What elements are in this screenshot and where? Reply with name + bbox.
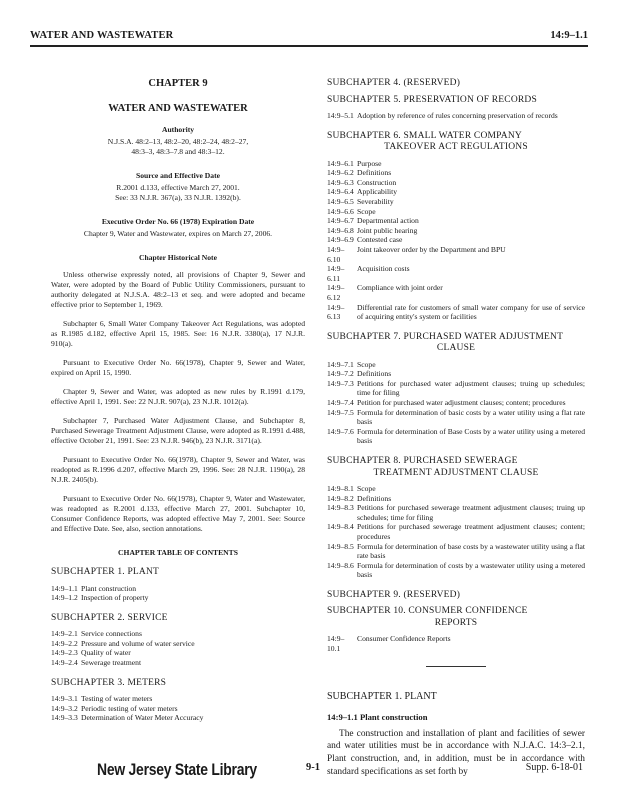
toc-subchapter-title-cont: TREATMENT ADJUSTMENT CLAUSE xyxy=(373,467,539,478)
right-column xyxy=(327,78,585,779)
toc-subchapter-heading xyxy=(327,332,585,355)
toc-section-title: Compliance with joint order xyxy=(357,283,443,293)
toc-section-number: 14:9–6.3 xyxy=(327,177,354,187)
toc-section-item xyxy=(327,303,585,322)
toc-section-list xyxy=(327,484,585,580)
toc-subchapter-title-cont: TAKEOVER ACT REGULATIONS xyxy=(384,142,528,153)
toc-section-number: 14:9–7.3 xyxy=(327,378,354,388)
toc-section-item xyxy=(327,178,585,188)
toc-section-title: Contested case xyxy=(357,235,403,245)
history-paragraph: Subchapter 6, Small Water Company Takeover Act Regulations, was adopted as R.1985 d.182, effective April 15, 1985. See: 16 N.J.R. 3380(a), 17 N.J.R. 910(a). xyxy=(51,319,305,348)
toc-section-title: Scope xyxy=(357,359,376,369)
toc-section-item xyxy=(327,235,585,245)
chapter-number: CHAPTER 9 xyxy=(148,78,208,89)
toc-section-item xyxy=(51,593,305,603)
toc-section-item xyxy=(327,187,585,197)
toc-section-number: 14:9–6.2 xyxy=(327,168,354,178)
toc-section-item xyxy=(327,159,585,169)
page-number: 9-1 xyxy=(306,762,320,773)
toc-section-item xyxy=(51,584,305,594)
toc-section-number: 14:9–2.3 xyxy=(51,648,78,658)
toc-section-title: Definitions xyxy=(357,168,392,178)
toc-section-item xyxy=(327,503,585,522)
toc-section-number: 14:9–3.3 xyxy=(51,713,78,723)
toc-section-list xyxy=(51,694,305,723)
toc-section-title: Petitions for purchased water adjustment clauses; truing up schedules; time for filing xyxy=(357,378,585,398)
toc-section-title: Periodic testing of water meters xyxy=(81,703,178,713)
toc-section-item xyxy=(327,111,585,121)
toc-subchapter-title: SUBCHAPTER 10. CONSUMER CONFIDENCE xyxy=(327,606,528,617)
toc-subchapter-heading xyxy=(327,590,585,602)
section-body: The construction and installation of plant and facilities of sewer and water utilities must be in accordance with N.J.A.C. 14:3–2.1, Plant construction, and, in addition, must be in accordance with standard specifications as set forth by xyxy=(327,728,585,778)
authority-heading: Authority xyxy=(161,125,195,134)
history-paragraph: Pursuant to Executive Order No. 66(1978), Chapter 9, Sewer and Water, expired on April 15, 1990. xyxy=(51,358,305,377)
toc-section-item xyxy=(327,561,585,580)
toc-section-number: 14:9–8.3 xyxy=(327,503,354,513)
toc-section-number: 14:9–3.1 xyxy=(51,694,78,704)
history-paragraph: Pursuant to Executive Order No. 66(1978), Chapter 9, Water and Wastewater, was readopted as R.2001 d.133, effective March 27, 2001. Subchapter 10, Consumer Confidence Reports, was adopted effective May 7, 2001. See: Source and Effective Date. See, also, section annotations. xyxy=(51,494,305,533)
toc-section-item xyxy=(327,168,585,178)
toc-section-number: 14:9–7.4 xyxy=(327,398,354,408)
toc-left xyxy=(51,567,305,723)
toc-subchapter-heading xyxy=(327,606,585,629)
toc-section-item xyxy=(51,694,305,704)
toc-section-item xyxy=(327,369,585,379)
toc-section-item xyxy=(327,484,585,494)
toc-section-item xyxy=(327,542,585,561)
toc-subchapter-heading xyxy=(327,131,585,154)
toc-section-number: 14:9–2.4 xyxy=(51,657,78,667)
toc-section-item xyxy=(51,639,305,649)
source-heading: Source and Effective Date xyxy=(135,171,220,180)
toc-section-title: Petitions for purchased sewerage treatment adjustment clauses; content; procedures xyxy=(357,522,585,541)
expiration-heading: Executive Order No. 66 (1978) Expiration Date xyxy=(101,217,255,226)
toc-section-list xyxy=(51,629,305,667)
toc-section-item xyxy=(327,226,585,236)
toc-section-title: Adoption by reference of rules concerning preservation of records xyxy=(357,111,558,120)
library-watermark: New Jersey State Library xyxy=(97,760,257,779)
supplement-date: Supp. 6-18-01 xyxy=(525,762,583,773)
authority-line: N.J.S.A. 48:2–13, 48:2–20, 48:2–24, 48:2–27, xyxy=(107,137,249,146)
toc-section-number: 14:9–6.13 xyxy=(327,302,345,322)
toc-section-item xyxy=(327,398,585,408)
toc-section-list xyxy=(327,634,585,653)
toc-subchapter-heading xyxy=(327,78,585,90)
toc-section-title: Plant construction xyxy=(81,583,137,593)
toc-section-title: Purpose xyxy=(357,158,382,168)
history-paragraph: Pursuant to Executive Order No. 66(1978), Chapter 9, Sewer and Water, was readopted as R.1996 d.207, effective March 29, 1996. See: 28 N.J.R. 1190(a), 28 N.J.R. 2405(b). xyxy=(51,455,305,484)
toc-section-item xyxy=(51,648,305,658)
toc-section-number: 14:9–6.12 xyxy=(327,283,345,302)
history-paragraph: Chapter 9, Sewer and Water, was adopted as new rules by R.1991 d.179, effective April 1, 1991. See: 22 N.J.R. 907(a), 23 N.J.R. 1012(a). xyxy=(51,387,305,406)
toc-section-item xyxy=(327,283,585,302)
toc-section-title: Petition for purchased water adjustment clauses; content; procedures xyxy=(357,398,566,408)
toc-section-title: Severability xyxy=(357,196,394,206)
toc-section-title: Sewerage treatment xyxy=(81,657,142,667)
toc-section-item xyxy=(327,408,585,427)
toc-section-number: 14:9–3.2 xyxy=(51,703,78,713)
running-header-section: 14:9–1.1 xyxy=(550,30,588,41)
toc-section-title: Definitions xyxy=(357,369,392,379)
toc-section-item xyxy=(327,197,585,207)
toc-subchapter-heading xyxy=(51,613,305,625)
toc-section-title: Scope xyxy=(357,206,376,216)
source-line: See: 33 N.J.R. 367(a), 33 N.J.R. 1392(b). xyxy=(115,193,241,202)
running-header xyxy=(30,30,588,46)
authority-line: 48:3–3, 48:3–7.8 and 48:3–12. xyxy=(131,147,225,156)
toc-section-number: 14:9–8.1 xyxy=(327,484,354,494)
toc-section-item xyxy=(51,713,305,723)
toc-section-title: Formula for determination of Base Costs by a water utility using a metered basis xyxy=(357,426,585,446)
toc-section-number: 14:9–2.2 xyxy=(51,638,78,648)
toc-section-number: 14:9–2.1 xyxy=(51,629,78,639)
toc-section-list xyxy=(51,584,305,603)
toc-section-item xyxy=(327,216,585,226)
toc-section-title: Pressure and volume of water service xyxy=(81,638,195,648)
toc-section-title: Service connections xyxy=(81,629,142,639)
toc-section-number: 14:9–8.2 xyxy=(327,493,354,503)
toc-section-number: 14:9–6.7 xyxy=(327,216,354,226)
history-heading: Chapter Historical Note xyxy=(139,253,217,262)
section-divider xyxy=(426,666,486,667)
toc-section-number: 14:9–6.9 xyxy=(327,235,354,245)
toc-heading: CHAPTER TABLE OF CONTENTS xyxy=(118,548,238,557)
toc-section-title: Joint takeover order by the Department and BPU xyxy=(357,244,506,254)
header-rule xyxy=(30,45,588,47)
toc-section-item xyxy=(327,207,585,217)
toc-section-number: 14:9–10.1 xyxy=(327,634,345,654)
toc-section-title: Scope xyxy=(357,484,376,494)
toc-section-title: Quality of water xyxy=(81,648,131,658)
toc-subchapter-heading xyxy=(51,678,305,690)
subchapter-heading: SUBCHAPTER 1. PLANT xyxy=(327,690,437,702)
toc-subchapter-title: SUBCHAPTER 4. (RESERVED) xyxy=(327,78,461,88)
toc-section-number: 14:9–8.5 xyxy=(327,541,354,551)
toc-section-title: Definitions xyxy=(357,493,392,503)
toc-section-title: Formula for determination of basic costs by a water utility using a flat rate basis xyxy=(357,407,585,427)
toc-section-title: Formula for determination of costs by a wastewater utility using a metered basis xyxy=(357,560,585,580)
toc-section-number: 14:9–7.5 xyxy=(327,407,354,417)
history-paragraph: Unless otherwise expressly noted, all provisions of Chapter 9, Sewer and Water, were adopted by the Board of Public Utility Commissioners, pursuant to authority delegated at N.J.S.A. 48:2–13 et seq. and were adopted and became effective prior to September 1, 1969. xyxy=(51,270,305,309)
toc-section-number: 14:9–6.4 xyxy=(327,187,354,197)
toc-section-title: Formula for determination of base costs by a wastewater utility using a flat rate basis xyxy=(357,541,585,561)
section-heading: 14:9–1.1 Plant construction xyxy=(327,711,428,722)
chapter-title: WATER AND WASTEWATER xyxy=(108,103,248,114)
toc-subchapter-title: SUBCHAPTER 7. PURCHASED WATER ADJUSTMENT xyxy=(327,331,564,342)
toc-subchapter-title: SUBCHAPTER 6. SMALL WATER COMPANY xyxy=(327,130,522,141)
toc-section-item xyxy=(51,658,305,668)
toc-section-list xyxy=(327,360,585,446)
toc-subchapter-title: SUBCHAPTER 2. SERVICE xyxy=(51,612,168,623)
toc-subchapter-title-cont: CLAUSE xyxy=(436,343,476,354)
expiration-text: Chapter 9, Water and Wastewater, expires on March 27, 2006. xyxy=(83,229,273,238)
toc-section-number: 14:9–6.1 xyxy=(327,158,354,168)
toc-section-item xyxy=(327,522,585,541)
toc-subchapter-title: SUBCHAPTER 3. METERS xyxy=(51,677,167,688)
toc-subchapter-title: SUBCHAPTER 5. PRESERVATION OF RECORDS xyxy=(327,94,537,105)
toc-right xyxy=(327,78,585,654)
toc-section-number: 14:9–7.2 xyxy=(327,369,354,379)
source-line: R.2001 d.133, effective March 27, 2001. xyxy=(116,183,240,192)
history-paragraph: Subchapter 7, Purchased Water Adjustment Clause, and Subchapter 8, Purchased Sewerage Treatment Adjustment Clause, were adopted as R.1991 d.488, effective October 21, 1991. See: 23 N.J.R. 946(b), 23 N.J.R. 3171(a). xyxy=(51,416,305,445)
toc-section-title: Petitions for purchased sewerage treatment adjustment clauses; truing up schedules; time for filing xyxy=(357,503,585,522)
toc-section-item xyxy=(327,634,585,653)
toc-section-number: 14:9–6.6 xyxy=(327,206,354,216)
toc-section-title: Testing of water meters xyxy=(81,694,153,704)
toc-section-number: 14:9–7.6 xyxy=(327,426,354,436)
toc-section-item xyxy=(51,629,305,639)
toc-subchapter-heading xyxy=(327,95,585,107)
toc-section-number: 14:9–6.8 xyxy=(327,225,354,235)
toc-section-title: Joint public hearing xyxy=(357,225,418,235)
toc-section-number: 14:9–6.5 xyxy=(327,196,354,206)
toc-section-item xyxy=(327,245,585,264)
toc-section-number: 14:9–8.4 xyxy=(327,522,354,532)
toc-section-title: Inspection of property xyxy=(81,593,149,603)
toc-section-number: 14:9–1.1 xyxy=(51,583,78,593)
toc-subchapter-heading xyxy=(51,567,305,579)
toc-section-item xyxy=(327,427,585,446)
toc-section-number: 14:9–7.1 xyxy=(327,359,354,369)
toc-subchapter-heading xyxy=(327,456,585,479)
toc-section-title: Acquisition costs xyxy=(357,264,410,274)
toc-subchapter-title: SUBCHAPTER 8. PURCHASED SEWERAGE xyxy=(327,456,518,467)
toc-section-item xyxy=(327,379,585,398)
toc-section-item xyxy=(327,494,585,504)
toc-section-list xyxy=(327,111,585,121)
toc-section-number: 14:9–6.11 xyxy=(327,264,345,283)
running-header-title: WATER AND WASTEWATER xyxy=(30,30,174,41)
toc-section-title: Differential rate for customers of small water company for use of service of acquiring entity's system or facilities xyxy=(357,302,585,322)
toc-section-number: 14:9–8.6 xyxy=(327,560,354,570)
toc-section-item xyxy=(327,264,585,283)
toc-section-title: Consumer Confidence Reports xyxy=(357,634,451,644)
toc-section-title: Departmental action xyxy=(357,216,419,226)
toc-section-title: Determination of Water Meter Accuracy xyxy=(81,713,204,723)
left-column xyxy=(51,78,305,733)
toc-section-number: 14:9–1.2 xyxy=(51,593,78,603)
toc-section-title: Applicability xyxy=(357,187,398,197)
toc-subchapter-title: SUBCHAPTER 1. PLANT xyxy=(51,567,160,577)
toc-subchapter-title: SUBCHAPTER 9. (RESERVED) xyxy=(327,589,461,600)
toc-section-number: 14:9–5.1 xyxy=(327,111,354,120)
toc-section-number: 14:9–6.10 xyxy=(327,244,345,264)
toc-section-list xyxy=(327,159,585,322)
toc-section-title: Construction xyxy=(357,177,397,187)
toc-section-item xyxy=(327,360,585,370)
toc-section-item xyxy=(51,704,305,714)
toc-subchapter-title-cont: REPORTS xyxy=(434,617,478,628)
